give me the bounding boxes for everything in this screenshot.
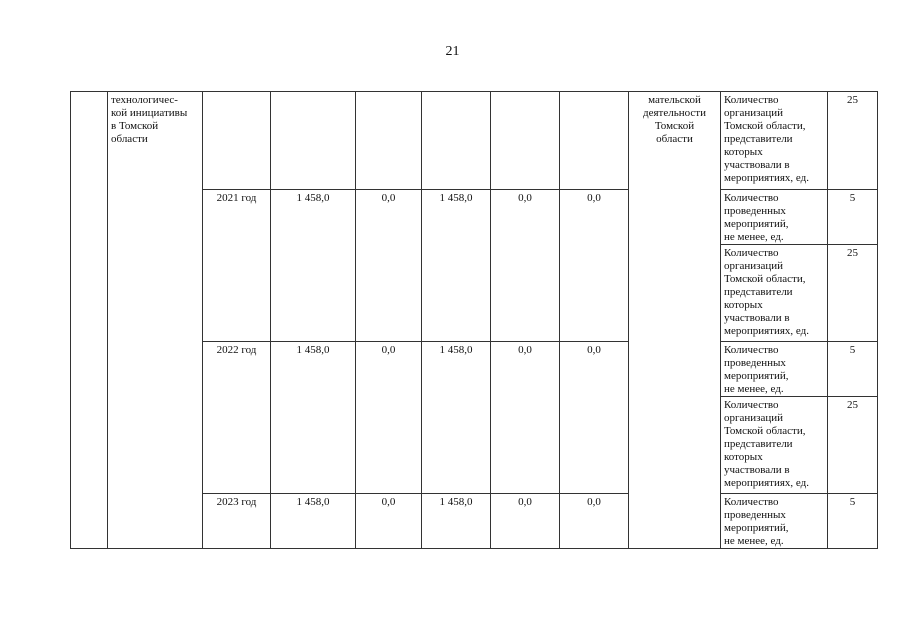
federal-cell: 0,0 [356, 342, 422, 494]
year-cell: 2023 год [203, 494, 271, 549]
year-cell [203, 92, 271, 190]
indicator-text: Количество организаций Томской области, представители которых участвовали в мероприятиях, ед. [721, 397, 828, 494]
year-cell: 2021 год [203, 190, 271, 342]
indicator-text: Количество организаций Томской области, представители которых участвовали в мероприятиях, ед. [721, 92, 828, 190]
extrabudget-cell: 0,0 [560, 342, 629, 494]
number-cell [71, 92, 108, 549]
year-cell: 2022 год [203, 342, 271, 494]
indicator-text: Количество проведенных мероприятий, не менее, ед. [721, 494, 828, 549]
total-cell: 1 458,0 [271, 342, 356, 494]
municipal-cell: 0,0 [491, 494, 560, 549]
federal-cell [356, 92, 422, 190]
regional-cell: 1 458,0 [422, 190, 491, 342]
total-cell: 1 458,0 [271, 190, 356, 342]
regional-cell: 1 458,0 [422, 494, 491, 549]
extrabudget-cell [560, 92, 629, 190]
indicator-value: 5 [828, 190, 878, 245]
indicator-value: 5 [828, 494, 878, 549]
program-table [70, 91, 878, 549]
extrabudget-cell: 0,0 [560, 494, 629, 549]
municipal-cell: 0,0 [491, 190, 560, 342]
total-cell [271, 92, 356, 190]
extrabudget-cell: 0,0 [560, 190, 629, 342]
table-row [71, 92, 878, 190]
participant-cell: мательской деятельности Томской области [629, 92, 721, 549]
indicator-text: Количество организаций Томской области, представители которых участвовали в мероприятиях, ед. [721, 245, 828, 342]
total-cell: 1 458,0 [271, 494, 356, 549]
municipal-cell [491, 92, 560, 190]
regional-cell [422, 92, 491, 190]
indicator-text: Количество проведенных мероприятий, не менее, ед. [721, 342, 828, 397]
indicator-value: 25 [828, 245, 878, 342]
indicator-value: 5 [828, 342, 878, 397]
event-name-cell: технологичес- кой инициативы в Томской области [108, 92, 203, 549]
municipal-cell: 0,0 [491, 342, 560, 494]
indicator-text: Количество проведенных мероприятий, не менее, ед. [721, 190, 828, 245]
federal-cell: 0,0 [356, 494, 422, 549]
page-number: 21 [445, 44, 460, 59]
indicator-value: 25 [828, 92, 878, 190]
regional-cell: 1 458,0 [422, 342, 491, 494]
indicator-value: 25 [828, 397, 878, 494]
federal-cell: 0,0 [356, 190, 422, 342]
